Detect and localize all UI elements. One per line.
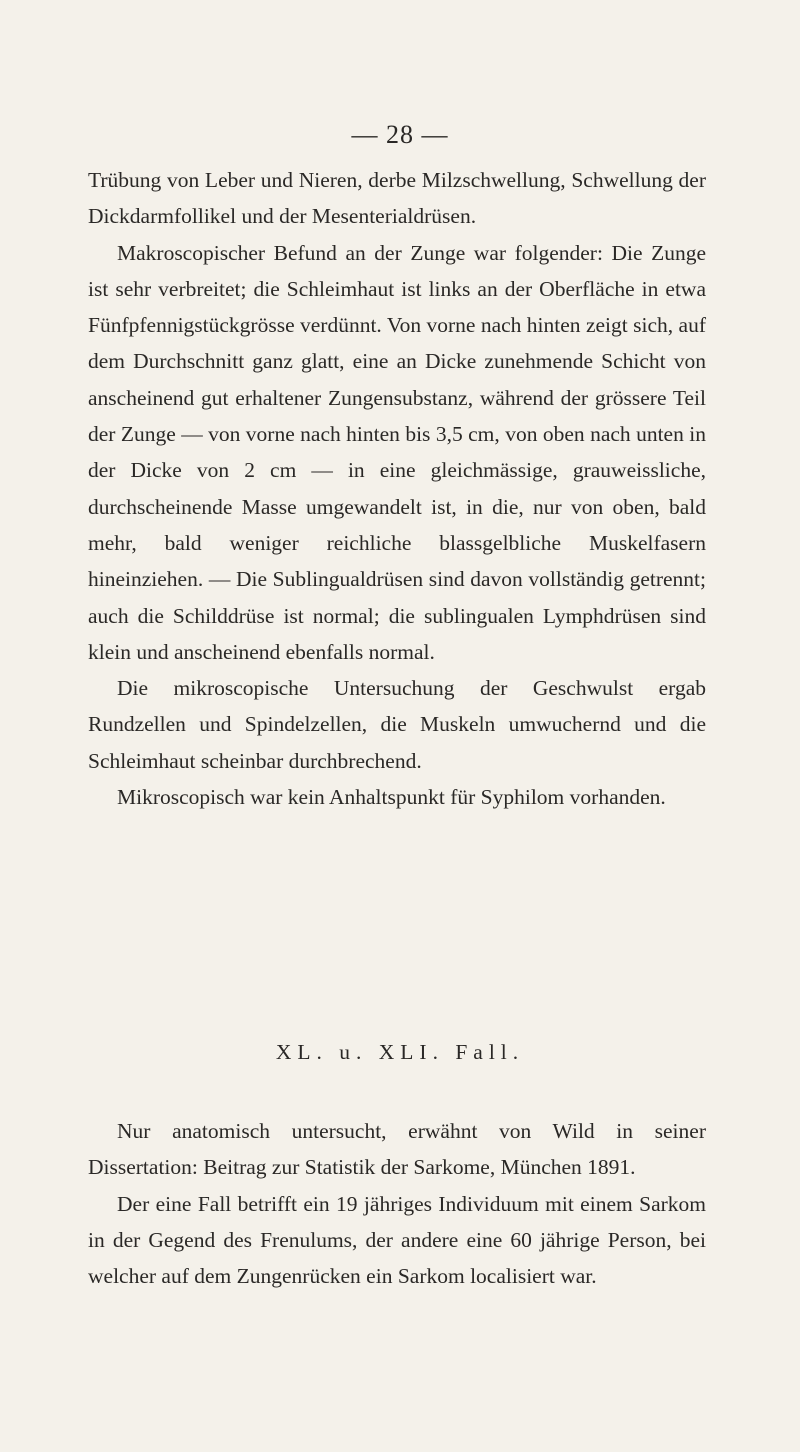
paragraph-dissertation-reference: Nur anatomisch untersucht, erwähnt von Wild in seiner Dissertation: Beitrag zur Statistik der Sarkome, München 1891. <box>88 1119 706 1180</box>
paragraph-case-description: Der eine Fall betrifft ein 19 jähriges Individuum mit einem Sarkom in der Gegend des Frenulums, der andere eine 60 jährige Person, bei welcher auf dem Zungenrücken ein Sarkom localisiert war. <box>88 1191 706 1289</box>
paragraph-syphilom-note: Mikroscopisch war kein Anhaltspunkt für Syphilom vorhanden. <box>117 785 666 810</box>
body-text-section-1 <box>88 162 706 815</box>
section-heading-case-40-41: XL. u. XLI. Fall. <box>275 1040 525 1064</box>
paragraph-continuation: Trübung von Leber und Nieren, derbe Milzschwellung, Schwellung der Dickdarmfollikel und der Mesenterialdrüsen. <box>88 168 706 229</box>
paragraph-microscopic-examination: Die mikroscopische Untersuchung der Geschwulst ergab Rundzellen und Spindelzellen, die Muskeln umwuchernd und die Schleimhaut scheinbar durchbrechend. <box>88 676 706 773</box>
page-number: — 28 — <box>351 120 449 149</box>
body-text-section-2 <box>88 1113 706 1294</box>
paragraph-macroscopic-finding: Makroscopischer Befund an der Zunge war folgender: Die Zunge ist sehr verbreitet; die Schleimhaut ist links an der Oberfläche in etwa Fünfpfennigstückgrösse verdünnt. Von vorne nach hinten zeigt sich, auf dem Durchschnitt ganz glatt, eine an Dicke zunehmende Schicht von anscheinend gut erhaltener Zungensubstanz, während der grössere Teil der Zunge — von vorne nach hinten bis 3,5 cm, von oben nach unten in der Dicke von 2 cm — in eine gleichmässige, grauweissliche, durchscheinende Masse umgewandelt ist, in die, nur von oben, bald mehr, bald weniger reichliche blassgelbliche Muskelfasern hineinziehen. — Die Sublingualdrüsen sind davon vollständig getrennt; auch die Schilddrüse ist normal; die sublingualen Lymphdrüsen sind klein und anscheinend ebenfalls normal. <box>88 240 706 664</box>
